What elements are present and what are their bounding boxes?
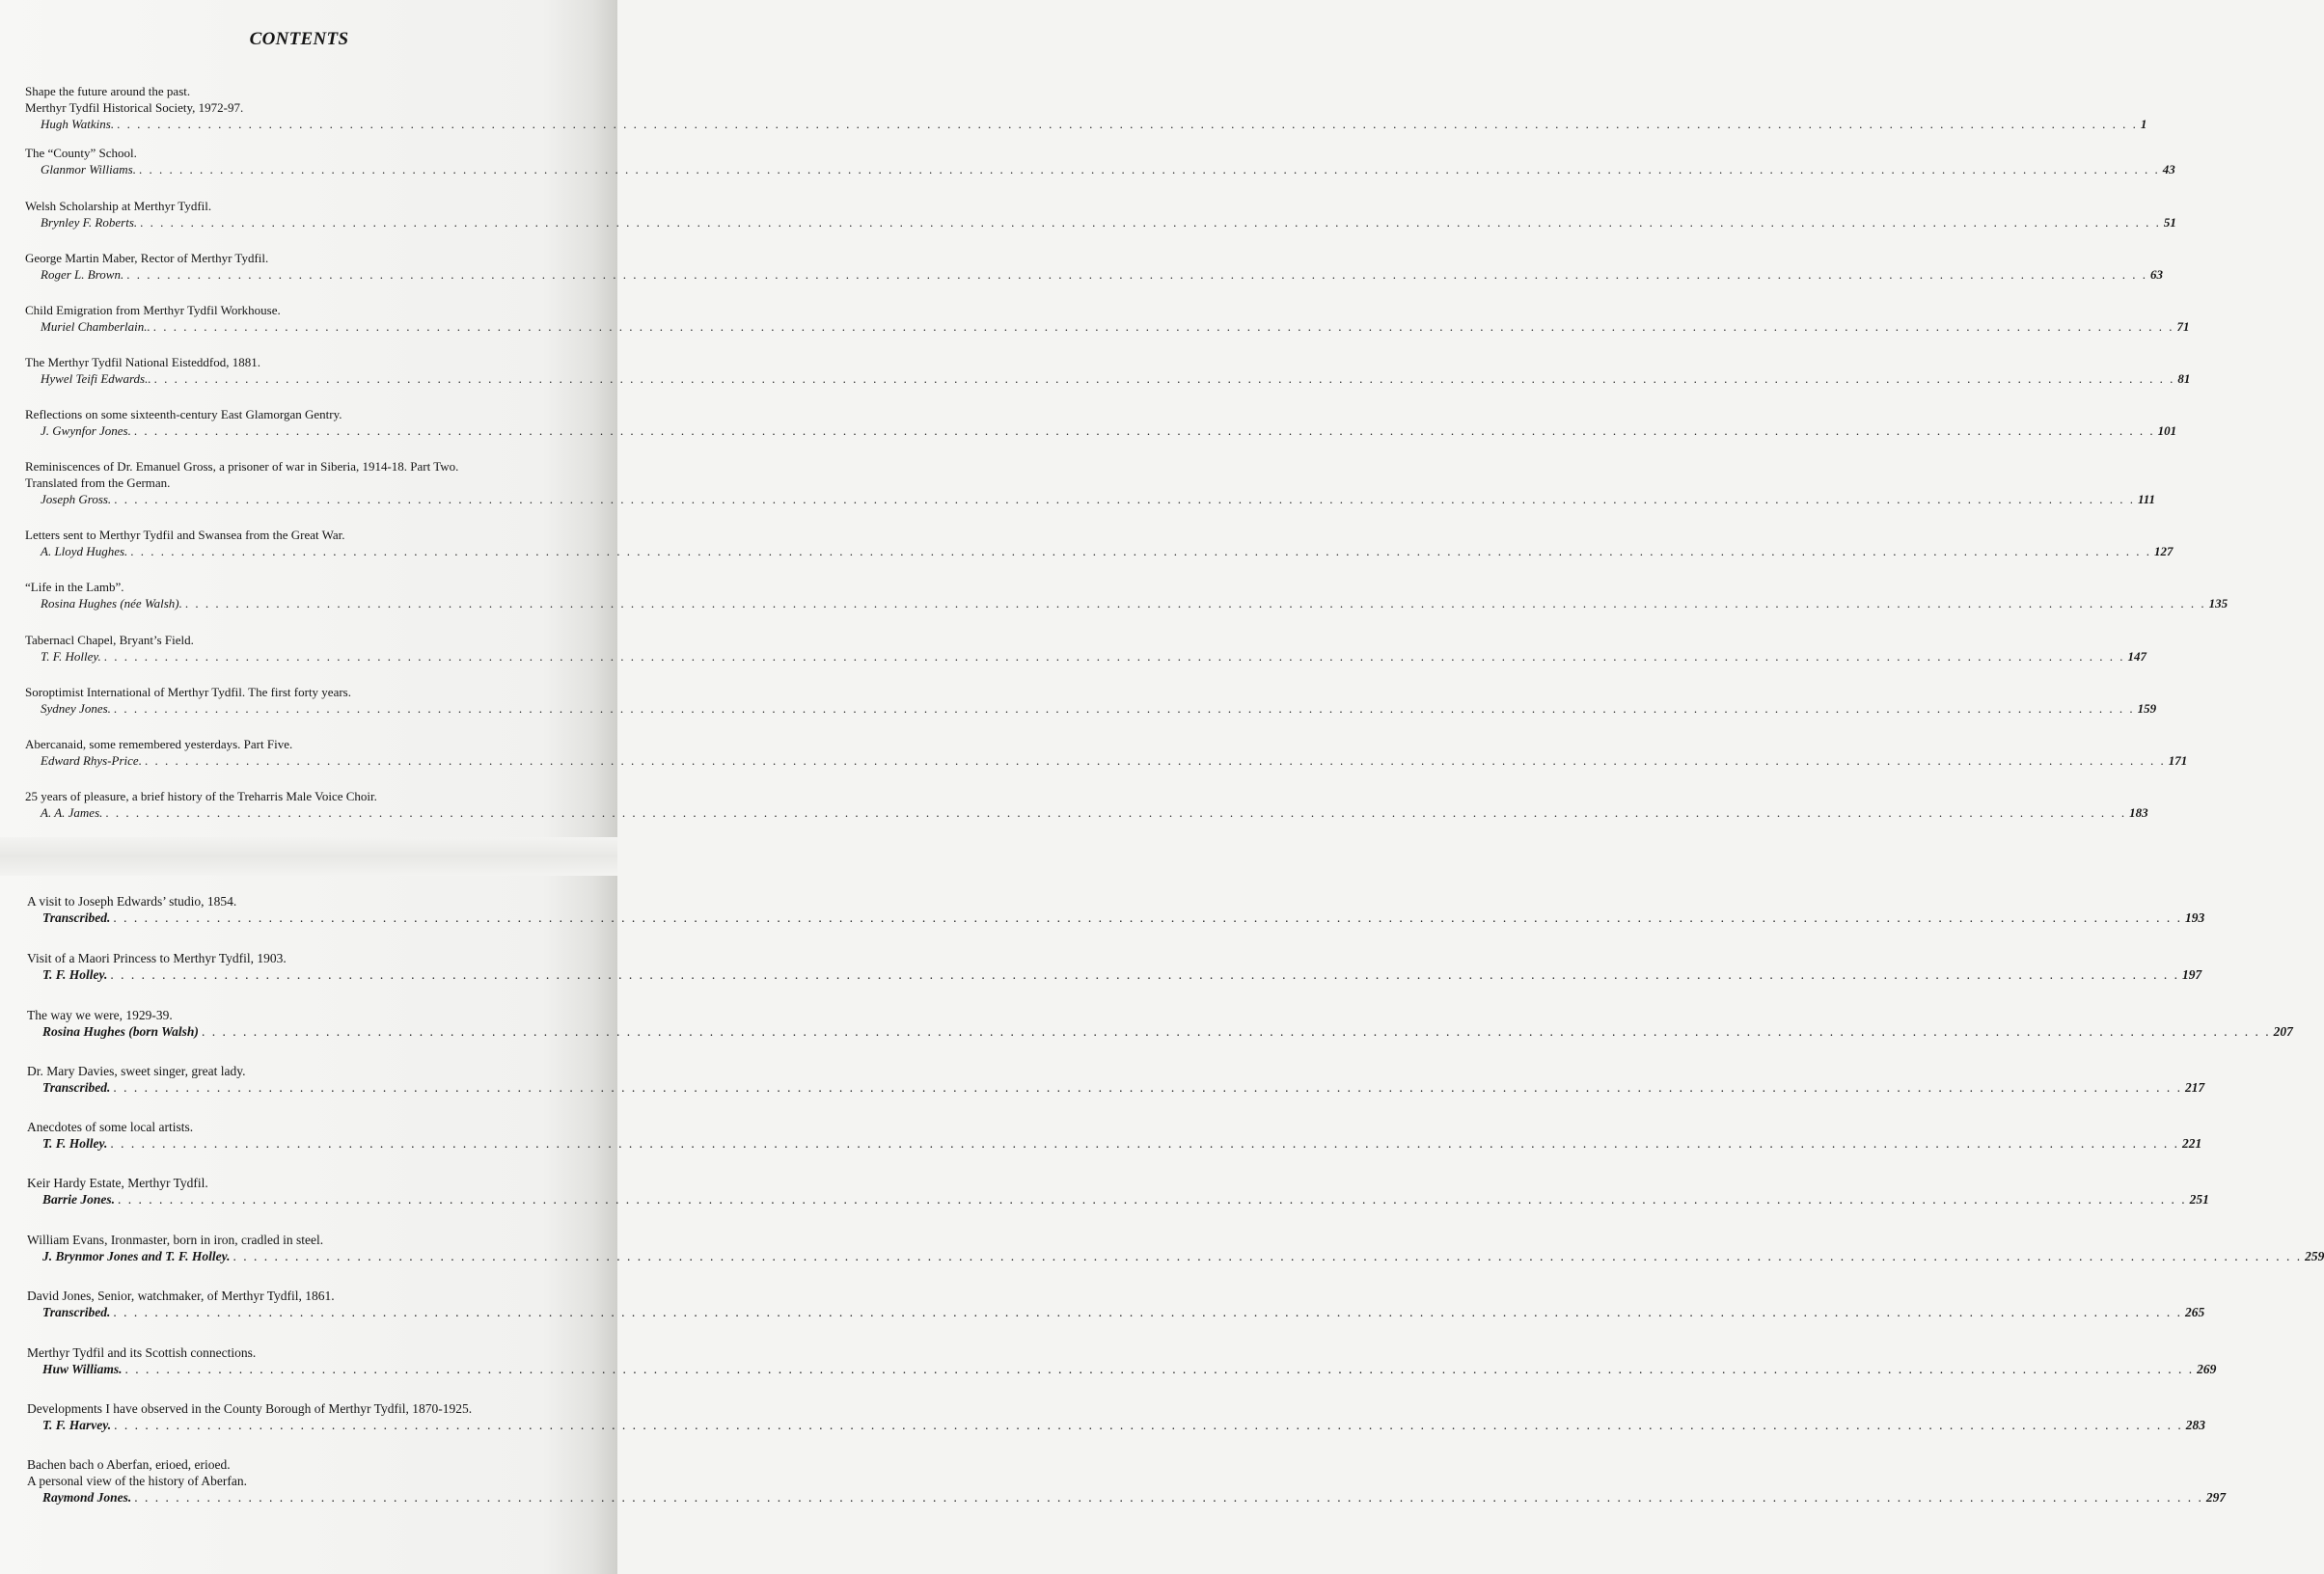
toc-entry	[25, 302, 2190, 335]
toc-entry	[25, 579, 2228, 611]
leader-dots: . . . . . . . . . . . . . . . . . . . . . . . . . . . . . . . . . . . . . . . . . . . . . . . . . . . . . . . . . . . . . . . . . . . . . . . . . . . . . . . . . . . . . . . . . . . . . . . . . . . . . . . . . . . . . . . . . . . . . . . . . . . . . . . . . . . . . . . . . . . . . . . . . . . . . . . . . . . . . . . . . . . . . . . . . . . . . . . . . . . . . . . . . . . . . . . . . . . . . . . .	[134, 1490, 2203, 1505]
leader-dots: . . . . . . . . . . . . . . . . . . . . . . . . . . . . . . . . . . . . . . . . . . . . . . . . . . . . . . . . . . . . . . . . . . . . . . . . . . . . . . . . . . . . . . . . . . . . . . . . . . . . . . . . . . . . . . . . . . . . . . . . . . . . . . . . . . . . . . . . . . . . . . . . . . . . . . . . . . . . . . . . . . . . . . . . . . . . . . . . . . . . . . . . . . . . . . . . . . . . . . . .	[114, 492, 2135, 506]
author-row	[25, 700, 2157, 717]
contents-page	[0, 0, 617, 1574]
leader-dots: . . . . . . . . . . . . . . . . . . . . . . . . . . . . . . . . . . . . . . . . . . . . . . . . . . . . . . . . . . . . . . . . . . . . . . . . . . . . . . . . . . . . . . . . . . . . . . . . . . . . . . . . . . . . . . . . . . . . . . . . . . . . . . . . . . . . . . . . . . . . . . . . . . . . . . . . . . . . . . . . . . . . . . . . . . . . . . . . . . . . . . . . . . . . . . . . . . . . . . . .	[110, 967, 2180, 982]
entry-page-number: 1	[2140, 117, 2147, 131]
author-row	[27, 1191, 2209, 1208]
entry-page-number: 159	[2137, 701, 2157, 716]
entry-page-number: 259	[2305, 1249, 2324, 1263]
entry-title: William Evans, Ironmaster, born in iron, cradled in steel.	[27, 1233, 324, 1247]
entry-page-number: 269	[2197, 1362, 2217, 1376]
toc-entry	[25, 458, 2156, 507]
entry-author: Hugh Watkins.	[41, 117, 115, 131]
entry-title: Translated from the German.	[25, 475, 171, 490]
leader-dots: . . . . . . . . . . . . . . . . . . . . . . . . . . . . . . . . . . . . . . . . . . . . . . . . . . . . . . . . . . . . . . . . . . . . . . . . . . . . . . . . . . . . . . . . . . . . . . . . . . . . . . . . . . . . . . . . . . . . . . . . . . . . . . . . . . . . . . . . . . . . . . . . . . . . . . . . . . . . . . . . . . . . . . . . . . . . . . . . . . . . . . . . . . . . . . . . . . . . . . . .	[110, 1136, 2180, 1151]
author-row	[25, 214, 2176, 231]
leader-dots: . . . . . . . . . . . . . . . . . . . . . . . . . . . . . . . . . . . . . . . . . . . . . . . . . . . . . . . . . . . . . . . . . . . . . . . . . . . . . . . . . . . . . . . . . . . . . . . . . . . . . . . . . . . . . . . . . . . . . . . . . . . . . . . . . . . . . . . . . . . . . . . . . . . . . . . . . . . . . . . . . . . . . . . . . . . . . . . . . . . . . . . . . . . . . . . . . . . . . . . .	[113, 1305, 2182, 1319]
author-row	[25, 370, 2191, 387]
author-row	[25, 116, 2147, 132]
entry-title: Reflections on some sixteenth-century East Glamorgan Gentry.	[25, 407, 342, 421]
entry-title: The way we were, 1929-39.	[27, 1008, 173, 1022]
page-divider	[0, 837, 617, 876]
entry-page-number: 283	[2185, 1418, 2206, 1432]
entry-title: Abercanaid, some remembered yesterdays. Part Five.	[25, 737, 293, 751]
toc-entry	[25, 684, 2157, 717]
entry-page-number: 217	[2185, 1080, 2205, 1095]
entry-author: Barrie Jones.	[42, 1192, 116, 1207]
entry-page-number: 135	[2208, 596, 2228, 611]
entry-title: Tabernacl Chapel, Bryant’s Field.	[25, 633, 194, 647]
author-row	[27, 1489, 2227, 1506]
leader-dots: . . . . . . . . . . . . . . . . . . . . . . . . . . . . . . . . . . . . . . . . . . . . . . . . . . . . . . . . . . . . . . . . . . . . . . . . . . . . . . . . . . . . . . . . . . . . . . . . . . . . . . . . . . . . . . . . . . . . . . . . . . . . . . . . . . . . . . . . . . . . . . . . . . . . . . . . . . . . . . . . . . . . . . . . . . . . . . . . . . . . . . . . . . . . . . . . . . . . . . . .	[117, 117, 2138, 131]
entry-title: Keir Hardy Estate, Merthyr Tydfil.	[27, 1176, 208, 1190]
toc-entry	[27, 893, 2205, 926]
author-row	[27, 966, 2202, 983]
toc-entry	[25, 250, 2163, 283]
author-row	[25, 422, 2177, 439]
leader-dots: . . . . . . . . . . . . . . . . . . . . . . . . . . . . . . . . . . . . . . . . . . . . . . . . . . . . . . . . . . . . . . . . . . . . . . . . . . . . . . . . . . . . . . . . . . . . . . . . . . . . . . . . . . . . . . . . . . . . . . . . . . . . . . . . . . . . . . . . . . . . . . . . . . . . . . . . . . . . . . . . . . . . . . . . . . . . . . . . . . . . . . . . . . . . . . . . . . . . . . . .	[105, 805, 2127, 820]
toc-entry	[25, 406, 2177, 439]
entry-author: Transcribed.	[42, 1080, 111, 1095]
leader-dots: . . . . . . . . . . . . . . . . . . . . . . . . . . . . . . . . . . . . . . . . . . . . . . . . . . . . . . . . . . . . . . . . . . . . . . . . . . . . . . . . . . . . . . . . . . . . . . . . . . . . . . . . . . . . . . . . . . . . . . . . . . . . . . . . . . . . . . . . . . . . . . . . . . . . . . . . . . . . . . . . . . . . . . . . . . . . . . . . . . . . . . . . . . . . . . . . . . . . . . . .	[133, 423, 2155, 438]
entry-title: David Jones, Senior, watchmaker, of Merthyr Tydfil, 1861.	[27, 1289, 335, 1303]
entry-page-number: 171	[2168, 753, 2188, 768]
author-row	[27, 1417, 2206, 1433]
leader-dots: . . . . . . . . . . . . . . . . . . . . . . . . . . . . . . . . . . . . . . . . . . . . . . . . . . . . . . . . . . . . . . . . . . . . . . . . . . . . . . . . . . . . . . . . . . . . . . . . . . . . . . . . . . . . . . . . . . . . . . . . . . . . . . . . . . . . . . . . . . . . . . . . . . . . . . . . . . . . . . . . . . . . . . . . . . . . . . . . . . . . . . . . . . . . . . . . . . . . . . . .	[113, 1080, 2182, 1095]
entry-author: T. F. Holley.	[42, 1136, 108, 1151]
entry-author: Joseph Gross.	[41, 492, 112, 506]
entry-page-number: 183	[2129, 805, 2148, 820]
toc-entry	[27, 1063, 2205, 1096]
page-title: CONTENTS	[249, 29, 349, 49]
entry-title: Dr. Mary Davies, sweet singer, great lady.	[27, 1064, 246, 1078]
author-row	[27, 1023, 2293, 1040]
entry-title: Developments I have observed in the County Borough of Merthyr Tydfil, 1870-1925.	[27, 1401, 473, 1416]
toc-entry	[25, 145, 2175, 177]
entry-author: Muriel Chamberlain..	[41, 319, 150, 334]
entry-page-number: 197	[2182, 967, 2202, 982]
leader-dots: . . . . . . . . . . . . . . . . . . . . . . . . . . . . . . . . . . . . . . . . . . . . . . . . . . . . . . . . . . . . . . . . . . . . . . . . . . . . . . . . . . . . . . . . . . . . . . . . . . . . . . . . . . . . . . . . . . . . . . . . . . . . . . . . . . . . . . . . . . . . . . . . . . . . . . . . . . . . . . . . . . . . . . . . . . . . . . . . . . . . . . . . . . . . . . . . . . . . . . . .	[152, 319, 2174, 334]
leader-dots: . . . . . . . . . . . . . . . . . . . . . . . . . . . . . . . . . . . . . . . . . . . . . . . . . . . . . . . . . . . . . . . . . . . . . . . . . . . . . . . . . . . . . . . . . . . . . . . . . . . . . . . . . . . . . . . . . . . . . . . . . . . . . . . . . . . . . . . . . . . . . . . . . . . . . . . . . . . . . . . . . . . . . . . . . . . . . . . . . . . . . . . . . . . . . . . . . . . . . . . .	[126, 267, 2147, 282]
leader-dots: . . . . . . . . . . . . . . . . . . . . . . . . . . . . . . . . . . . . . . . . . . . . . . . . . . . . . . . . . . . . . . . . . . . . . . . . . . . . . . . . . . . . . . . . . . . . . . . . . . . . . . . . . . . . . . . . . . . . . . . . . . . . . . . . . . . . . . . . . . . . . . . . . . . . . . . . . . . . . . . . . . . . . . . . . . . . . . . . . . . . . . . . . . . . . . . . . . . . . . . .	[232, 1249, 2303, 1263]
entry-title: George Martin Maber, Rector of Merthyr Tydfil.	[25, 251, 269, 265]
leader-dots: . . . . . . . . . . . . . . . . . . . . . . . . . . . . . . . . . . . . . . . . . . . . . . . . . . . . . . . . . . . . . . . . . . . . . . . . . . . . . . . . . . . . . . . . . . . . . . . . . . . . . . . . . . . . . . . . . . . . . . . . . . . . . . . . . . . . . . . . . . . . . . . . . . . . . . . . . . . . . . . . . . . . . . . . . . . . . . . . . . . . . . . . . . . . . . . . . . . . . . . .	[114, 1418, 2183, 1432]
author-row	[25, 752, 2188, 769]
entry-author: T. F. Holley.	[41, 649, 101, 664]
leader-dots: . . . . . . . . . . . . . . . . . . . . . . . . . . . . . . . . . . . . . . . . . . . . . . . . . . . . . . . . . . . . . . . . . . . . . . . . . . . . . . . . . . . . . . . . . . . . . . . . . . . . . . . . . . . . . . . . . . . . . . . . . . . . . . . . . . . . . . . . . . . . . . . . . . . . . . . . . . . . . . . . . . . . . . . . . . . . . . . . . . . . . . . . . . . . . . . . . . . . . . . .	[140, 215, 2161, 230]
toc-entry	[27, 1456, 2227, 1506]
entry-author: T. F. Holley.	[42, 967, 108, 982]
author-row	[27, 1135, 2202, 1152]
toc-entry	[27, 1400, 2206, 1433]
leader-dots: . . . . . . . . . . . . . . . . . . . . . . . . . . . . . . . . . . . . . . . . . . . . . . . . . . . . . . . . . . . . . . . . . . . . . . . . . . . . . . . . . . . . . . . . . . . . . . . . . . . . . . . . . . . . . . . . . . . . . . . . . . . . . . . . . . . . . . . . . . . . . . . . . . . . . . . . . . . . . . . . . . . . . . . . . . . . . . . . . . . . . . . . . . . . . . . . . . . . . . . .	[118, 1192, 2187, 1207]
leader-dots: . . . . . . . . . . . . . . . . . . . . . . . . . . . . . . . . . . . . . . . . . . . . . . . . . . . . . . . . . . . . . . . . . . . . . . . . . . . . . . . . . . . . . . . . . . . . . . . . . . . . . . . . . . . . . . . . . . . . . . . . . . . . . . . . . . . . . . . . . . . . . . . . . . . . . . . . . . . . . . . . . . . . . . . . . . . . . . . . . . . . . . . . . . . . . . . . . . . . . . . .	[103, 649, 2125, 664]
entry-page-number: 43	[2162, 162, 2175, 176]
toc-entry	[27, 1007, 2293, 1040]
author-row	[25, 266, 2163, 283]
entry-page-number: 101	[2157, 423, 2177, 438]
entry-page-number: 63	[2149, 267, 2163, 282]
entry-author: Rosina Hughes (née Walsh).	[41, 596, 182, 611]
leader-dots: . . . . . . . . . . . . . . . . . . . . . . . . . . . . . . . . . . . . . . . . . . . . . . . . . . . . . . . . . . . . . . . . . . . . . . . . . . . . . . . . . . . . . . . . . . . . . . . . . . . . . . . . . . . . . . . . . . . . . . . . . . . . . . . . . . . . . . . . . . . . . . . . . . . . . . . . . . . . . . . . . . . . . . . . . . . . . . . . . . . . . . . . . . . . . . . . . . . . . . . .	[138, 162, 2160, 176]
entry-page-number: 147	[2127, 649, 2146, 664]
entry-title: A personal view of the history of Aberfan.	[27, 1474, 247, 1488]
entry-page-number: 193	[2185, 910, 2205, 925]
leader-dots: . . . . . . . . . . . . . . . . . . . . . . . . . . . . . . . . . . . . . . . . . . . . . . . . . . . . . . . . . . . . . . . . . . . . . . . . . . . . . . . . . . . . . . . . . . . . . . . . . . . . . . . . . . . . . . . . . . . . . . . . . . . . . . . . . . . . . . . . . . . . . . . . . . . . . . . . . . . . . . . . . . . . . . . . . . . . . . . . . . . . . . . . . . . . . . . . . . . . . . . .	[184, 596, 2206, 611]
author-row	[25, 318, 2190, 335]
author-row	[25, 648, 2146, 665]
entry-title: Soroptimist International of Merthyr Tydfil. The first forty years.	[25, 685, 351, 699]
entry-page-number: 127	[2154, 544, 2174, 558]
entry-author: Huw Williams.	[42, 1362, 123, 1376]
author-row	[27, 1248, 2324, 1264]
author-row	[25, 595, 2228, 611]
toc-entry	[25, 632, 2146, 665]
entry-title: Visit of a Maori Princess to Merthyr Tydfil, 1903.	[27, 951, 287, 965]
entry-author: J. Gwynfor Jones.	[41, 423, 131, 438]
toc-entry	[25, 198, 2176, 231]
leader-dots: . . . . . . . . . . . . . . . . . . . . . . . . . . . . . . . . . . . . . . . . . . . . . . . . . . . . . . . . . . . . . . . . . . . . . . . . . . . . . . . . . . . . . . . . . . . . . . . . . . . . . . . . . . . . . . . . . . . . . . . . . . . . . . . . . . . . . . . . . . . . . . . . . . . . . . . . . . . . . . . . . . . . . . . . . . . . . . . . . . . . . . . . . . . . . . . . . . . . . . . .	[130, 544, 2152, 558]
entry-title: Shape the future around the past.	[25, 84, 191, 98]
author-row	[25, 161, 2175, 177]
leader-dots: . . . . . . . . . . . . . . . . . . . . . . . . . . . . . . . . . . . . . . . . . . . . . . . . . . . . . . . . . . . . . . . . . . . . . . . . . . . . . . . . . . . . . . . . . . . . . . . . . . . . . . . . . . . . . . . . . . . . . . . . . . . . . . . . . . . . . . . . . . . . . . . . . . . . . . . . . . . . . . . . . . . . . . . . . . . . . . . . . . . . . . . . . . . . . . . . . . . . . . . .	[124, 1362, 2195, 1376]
entry-page-number: 221	[2182, 1136, 2202, 1151]
entry-title: Merthyr Tydfil and its Scottish connections.	[27, 1345, 257, 1360]
entry-title: Anecdotes of some local artists.	[27, 1120, 194, 1134]
entry-title: A visit to Joseph Edwards’ studio, 1854.	[27, 894, 237, 909]
entry-title: Child Emigration from Merthyr Tydfil Workhouse.	[25, 303, 281, 317]
leader-dots: . . . . . . . . . . . . . . . . . . . . . . . . . . . . . . . . . . . . . . . . . . . . . . . . . . . . . . . . . . . . . . . . . . . . . . . . . . . . . . . . . . . . . . . . . . . . . . . . . . . . . . . . . . . . . . . . . . . . . . . . . . . . . . . . . . . . . . . . . . . . . . . . . . . . . . . . . . . . . . . . . . . . . . . . . . . . . . . . . . . . . . . . . . . . . . . . . . . . . . . .	[144, 753, 2166, 768]
author-row	[25, 543, 2174, 559]
entry-author: A. Lloyd Hughes.	[41, 544, 128, 558]
entry-page-number: 251	[2189, 1192, 2209, 1207]
entry-author: Transcribed.	[42, 910, 111, 925]
toc-entry	[27, 1119, 2202, 1152]
entry-title: The “County” School.	[25, 146, 137, 160]
toc-entry	[25, 354, 2191, 387]
entry-title: Letters sent to Merthyr Tydfil and Swansea from the Great War.	[25, 528, 345, 542]
toc-entry	[27, 1232, 2324, 1264]
toc-entry	[27, 1288, 2205, 1320]
entry-page-number: 297	[2205, 1490, 2227, 1505]
leader-dots: . . . . . . . . . . . . . . . . . . . . . . . . . . . . . . . . . . . . . . . . . . . . . . . . . . . . . . . . . . . . . . . . . . . . . . . . . . . . . . . . . . . . . . . . . . . . . . . . . . . . . . . . . . . . . . . . . . . . . . . . . . . . . . . . . . . . . . . . . . . . . . . . . . . . . . . . . . . . . . . . . . . . . . . . . . . . . . . . . . . . . . . . . . . . . . . . . . . . . . . .	[113, 701, 2135, 716]
leader-dots: . . . . . . . . . . . . . . . . . . . . . . . . . . . . . . . . . . . . . . . . . . . . . . . . . . . . . . . . . . . . . . . . . . . . . . . . . . . . . . . . . . . . . . . . . . . . . . . . . . . . . . . . . . . . . . . . . . . . . . . . . . . . . . . . . . . . . . . . . . . . . . . . . . . . . . . . . . . . . . . . . . . . . . . . . . . . . . . . . . . . . . . . . . . . . . . . . . . . . . . .	[113, 910, 2182, 925]
entry-page-number: 51	[2163, 215, 2176, 230]
toc-entry	[25, 83, 2147, 132]
entry-title: Welsh Scholarship at Merthyr Tydfil.	[25, 199, 212, 213]
entry-author: Brynley F. Roberts.	[41, 215, 138, 230]
entry-author: J. Brynmor Jones and T. F. Holley.	[42, 1249, 231, 1263]
entry-author: Edward Rhys-Price.	[41, 753, 142, 768]
entry-page-number: 265	[2185, 1305, 2205, 1319]
entry-author: A. A. James.	[41, 805, 103, 820]
author-row	[27, 909, 2205, 926]
toc-entry	[25, 788, 2148, 821]
author-row	[27, 1361, 2217, 1377]
entry-title: Bachen bach o Aberfan, erioed, erioed.	[27, 1457, 231, 1472]
entry-page-number: 71	[2176, 319, 2190, 334]
entry-page-number: 207	[2273, 1024, 2293, 1039]
entry-author: Rosina Hughes (born Walsh)	[42, 1024, 199, 1039]
entry-title: Reminiscences of Dr. Emanuel Gross, a prisoner of war in Siberia, 1914-18. Part Two.	[25, 459, 459, 474]
toc-entry	[27, 1175, 2209, 1208]
entry-author: Sydney Jones.	[41, 701, 111, 716]
entry-author: T. F. Harvey.	[42, 1418, 112, 1432]
entry-page-number: 81	[2177, 371, 2191, 386]
entry-author: Glanmor Williams.	[41, 162, 136, 176]
toc-entry	[27, 1344, 2217, 1377]
entry-author: Roger L. Brown.	[41, 267, 124, 282]
author-row	[27, 1304, 2205, 1320]
author-row	[25, 491, 2156, 507]
entry-author: Raymond Jones.	[42, 1490, 132, 1505]
leader-dots: . . . . . . . . . . . . . . . . . . . . . . . . . . . . . . . . . . . . . . . . . . . . . . . . . . . . . . . . . . . . . . . . . . . . . . . . . . . . . . . . . . . . . . . . . . . . . . . . . . . . . . . . . . . . . . . . . . . . . . . . . . . . . . . . . . . . . . . . . . . . . . . . . . . . . . . . . . . . . . . . . . . . . . . . . . . . . . . . . . . . . . . . . . . . . . . . . . . . . . . .	[201, 1024, 2271, 1039]
author-row	[27, 1079, 2205, 1096]
entry-page-number: 111	[2137, 492, 2156, 506]
entry-title: Merthyr Tydfil Historical Society, 1972-97.	[25, 100, 244, 115]
entry-title: “Life in the Lamb”.	[25, 580, 124, 594]
leader-dots: . . . . . . . . . . . . . . . . . . . . . . . . . . . . . . . . . . . . . . . . . . . . . . . . . . . . . . . . . . . . . . . . . . . . . . . . . . . . . . . . . . . . . . . . . . . . . . . . . . . . . . . . . . . . . . . . . . . . . . . . . . . . . . . . . . . . . . . . . . . . . . . . . . . . . . . . . . . . . . . . . . . . . . . . . . . . . . . . . . . . . . . . . . . . . . . . . . . . . . . .	[153, 371, 2175, 386]
entry-title: The Merthyr Tydfil National Eisteddfod, 1881.	[25, 355, 260, 369]
entry-author: Hywel Teifi Edwards..	[41, 371, 151, 386]
toc-entry	[25, 736, 2188, 769]
author-row	[25, 804, 2148, 821]
entry-author: Transcribed.	[42, 1305, 111, 1319]
toc-entry	[27, 950, 2202, 983]
entry-title: 25 years of pleasure, a brief history of the Treharris Male Voice Choir.	[25, 789, 377, 803]
toc-entry	[25, 527, 2174, 559]
